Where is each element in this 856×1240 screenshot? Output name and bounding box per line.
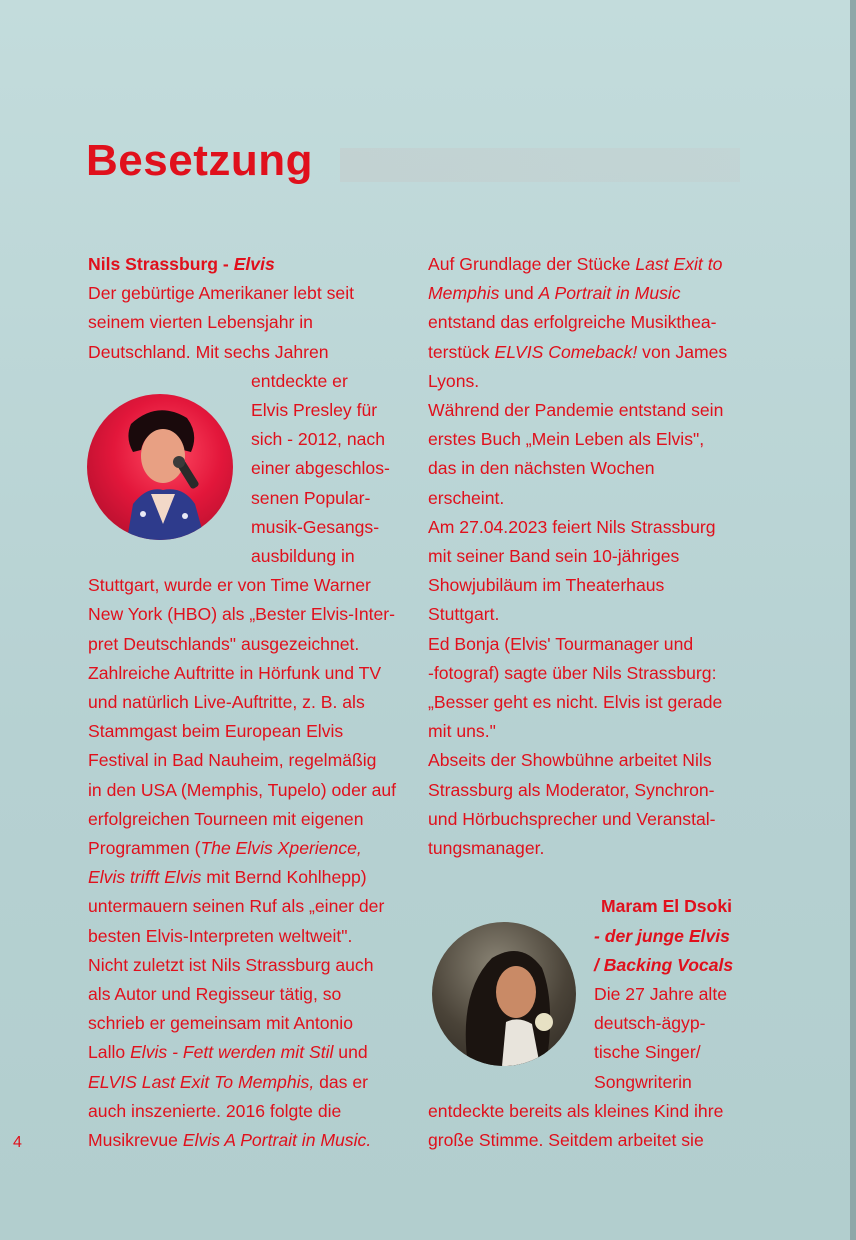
text-line	[88, 1068, 418, 1097]
right-text-column	[428, 250, 758, 1155]
text-line: Ed Bonja (Elvis' Tourmanager und	[428, 633, 694, 654]
text-run: Lallo	[88, 1042, 131, 1063]
text-line: deutsch-ägyp-	[594, 1013, 706, 1034]
text-line: Elvis Presley für	[251, 400, 378, 421]
text-line	[88, 834, 418, 863]
text-line: tische Singer/	[594, 1042, 701, 1063]
italic-title: Elvis trifft Elvis	[88, 867, 202, 888]
text-line: senen Popular-	[251, 487, 371, 508]
italic-title: ELVIS Last Exit To Memphis,	[88, 1071, 315, 1092]
cast-name: Nils Strassburg -	[88, 254, 234, 274]
text-line: erscheint.	[428, 487, 505, 508]
text-line: Showjubiläum im Theaterhaus	[428, 575, 665, 596]
text-line: große Stimme. Seitdem arbeitet sie	[428, 1130, 704, 1151]
italic-title: Last Exit to	[635, 254, 723, 274]
italic-title: Memphis	[428, 283, 500, 304]
text-line: untermauern seinen Ruf als „einer der	[88, 896, 385, 917]
cast-heading-nils	[88, 250, 418, 279]
italic-title: ELVIS Comeback!	[494, 341, 638, 362]
text-line: seinem vierten Lebensjahr in	[88, 312, 313, 333]
text-line: sich - 2012, nach	[251, 429, 385, 450]
text-run: und	[333, 1042, 368, 1063]
text-line: Strassburg als Moderator, Synchron-	[428, 779, 715, 800]
text-line: -fotograf) sagte über Nils Strassburg:	[428, 662, 717, 683]
text-line: Nicht zuletzt ist Nils Strassburg auch	[88, 954, 374, 975]
text-line: mit seiner Band sein 10-jähriges	[428, 546, 680, 567]
text-line	[428, 338, 758, 367]
text-line: Die 27 Jahre alte	[594, 984, 728, 1005]
text-line: Lyons.	[428, 370, 480, 391]
text-line: tungsmanager.	[428, 838, 545, 859]
cast-heading-maram: Maram El Dsoki	[600, 896, 732, 917]
cast-role: - der junge Elvis	[594, 925, 730, 946]
text-line: ausbildung in	[251, 546, 355, 567]
text-run: Musikrevue	[88, 1130, 183, 1151]
show-through-print	[340, 148, 740, 182]
text-line: Während der Pandemie entstand sein	[428, 400, 724, 421]
cast-role: Elvis	[233, 254, 275, 274]
spacer	[428, 863, 758, 892]
text-line: „Besser geht es nicht. Elvis ist gerade	[428, 692, 723, 713]
italic-title: Elvis A Portrait in Music.	[182, 1130, 372, 1151]
text-line: schrieb er gemeinsam mit Antonio	[88, 1013, 354, 1034]
text-line: das in den nächsten Wochen	[428, 458, 655, 479]
italic-title: The Elvis Xperience,	[200, 838, 362, 859]
text-line: entdeckte bereits als kleines Kind ihre	[428, 1100, 724, 1121]
text-line: und Hörbuchsprecher und Veranstal-	[428, 808, 716, 829]
text-line: Stuttgart.	[428, 604, 500, 625]
text-run: Programmen (	[88, 838, 201, 859]
left-text-column	[88, 250, 418, 1155]
text-line: Abseits der Showbühne arbeitet Nils	[428, 750, 712, 771]
text-run: von James	[637, 341, 728, 362]
text-line	[88, 863, 418, 892]
text-line	[88, 1126, 418, 1155]
text-line	[428, 250, 758, 279]
text-line	[428, 279, 758, 308]
text-run: das er	[314, 1071, 369, 1092]
text-line: als Autor und Regisseur tätig, so	[88, 984, 342, 1005]
text-line: Songwriterin	[594, 1071, 692, 1092]
text-line: Der gebürtige Amerikaner lebt seit	[88, 283, 354, 304]
italic-title: Elvis - Fett werden mit Stil	[130, 1042, 334, 1063]
italic-title: A Portrait in Music	[538, 283, 681, 304]
page-title: Besetzung	[86, 136, 313, 185]
text-line: Stammgast beim European Elvis	[88, 721, 344, 742]
text-line: mit uns."	[428, 721, 496, 742]
cast-role: / Backing Vocals	[594, 954, 734, 975]
page-spine	[850, 0, 856, 1240]
text-line: einer abgeschlos-	[251, 458, 390, 479]
text-line: auch inszenierte. 2016 folgte die	[88, 1100, 342, 1121]
text-line: erstes Buch „Mein Leben als Elvis",	[428, 429, 705, 450]
text-line: Am 27.04.2023 feiert Nils Strassburg	[428, 516, 716, 537]
text-line: in den USA (Memphis, Tupelo) oder auf	[88, 779, 397, 800]
text-run: und	[499, 283, 539, 304]
page-number: 4	[13, 1134, 22, 1151]
text-run: Auf Grundlage der Stücke	[428, 254, 636, 274]
text-line: Festival in Bad Nauheim, regelmäßig	[88, 750, 377, 771]
text-run: mit Bernd Kohlhepp)	[201, 867, 367, 888]
text-line: entstand das erfolgreiche Musikthea-	[428, 312, 717, 333]
text-line: erfolgreichen Tourneen mit eigenen	[88, 808, 364, 829]
text-line: Stuttgart, wurde er von Time Warner	[88, 575, 371, 596]
text-line: pret Deutschlands" ausgezeichnet.	[88, 633, 360, 654]
text-line: New York (HBO) als „Bester Elvis-Inter-	[88, 604, 395, 625]
text-line: musik-Gesangs-	[251, 516, 380, 537]
text-line: Zahlreiche Auftritte in Hörfunk und TV	[88, 662, 382, 683]
text-line: besten Elvis-Interpreten weltweit".	[88, 925, 353, 946]
text-run: terstück	[428, 341, 495, 362]
text-line: Deutschland. Mit sechs Jahren	[88, 341, 329, 362]
text-line	[88, 1038, 418, 1067]
text-line: entdeckte er	[251, 370, 348, 391]
text-line: und natürlich Live-Auftritte, z. B. als	[88, 692, 365, 713]
